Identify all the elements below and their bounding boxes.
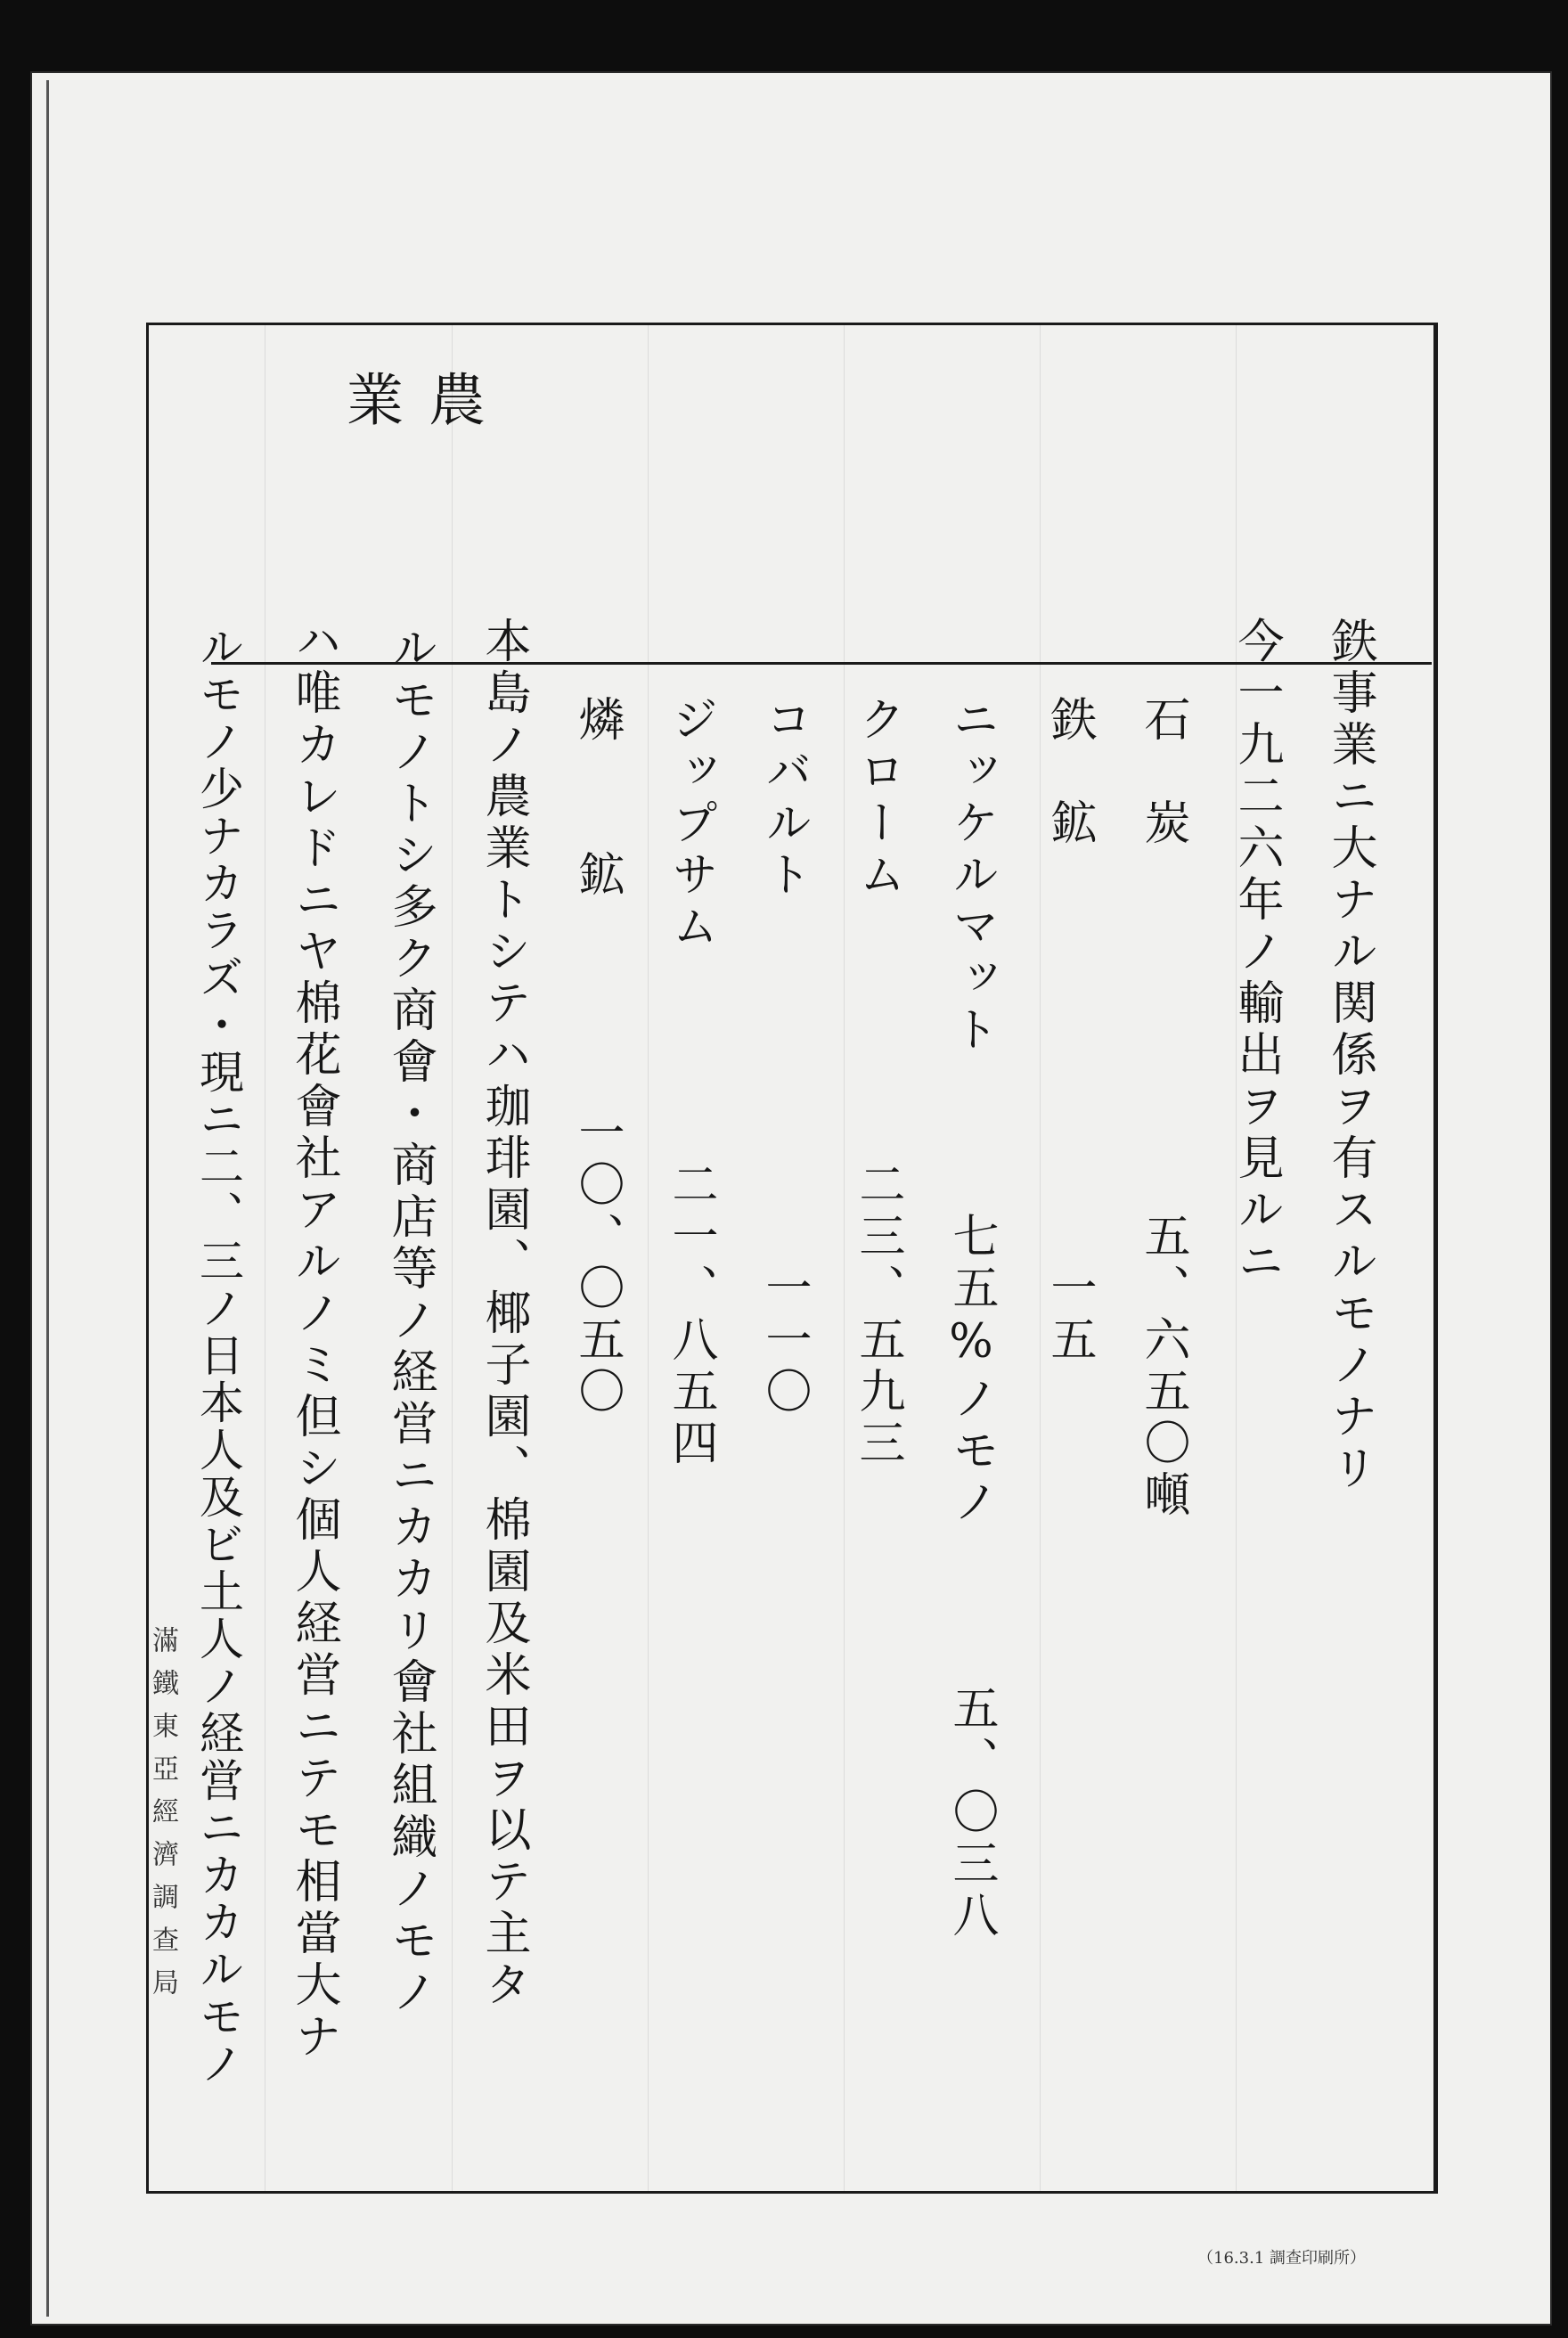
heading-char-1: 農 (419, 370, 485, 427)
text-column-7: コバルト 一一〇 (757, 695, 811, 1418)
document-sheet (30, 71, 1552, 2326)
grid-line (1040, 325, 1041, 2191)
sheet-edge (46, 80, 49, 2317)
text-column-13: ルモノ少ナカラズ・現ニ二、三ノ日本人及ビ土人ノ経営ニカカルモノ (192, 624, 244, 2088)
grid-line (648, 325, 649, 2191)
text-column-5: ニッケルマット 七五%ノモノ 五、〇三八 (944, 695, 998, 1942)
frame-right-border (1433, 325, 1435, 2191)
text-column-12: ハ唯カレドニヤ棉花會社アルノミ但シ個人経営ニテモ相當大ナ (287, 617, 340, 2064)
heading-char-2: 業 (337, 370, 403, 427)
printer-mark: （16.3.1 調查印刷所） (1197, 2249, 1366, 2268)
text-column-9: 燐 鉱 一〇、〇五〇 (570, 695, 624, 1418)
publisher-imprint: 滿鐵東亞經濟調查局 (147, 1626, 178, 2011)
text-column-2: 今一九二六年ノ輸出ヲ見ルニ (1229, 617, 1283, 1288)
grid-line (844, 325, 845, 2191)
text-column-6: クローム 二三、五九三 (851, 695, 904, 1470)
section-heading (329, 370, 493, 450)
text-column-3: 石 炭 五、六五〇噸 (1136, 695, 1189, 1522)
text-column-10: 本島ノ農業トシテハ珈琲園、椰子園、棉園及米田ヲ以テ主タ (477, 617, 530, 2012)
grid-line (452, 325, 453, 2191)
text-column-4: 鉄 鉱 一五 (1042, 695, 1096, 1367)
text-column-8: ジップサム 二一、八五四 (664, 695, 717, 1470)
text-column-1: 鉄事業ニ大ナル関係ヲ有スルモノナリ (1323, 617, 1376, 1495)
text-column-11: ルモノトシ多ク商會・商店等ノ経営ニカカリ會社組織ノモノ (383, 624, 437, 2019)
